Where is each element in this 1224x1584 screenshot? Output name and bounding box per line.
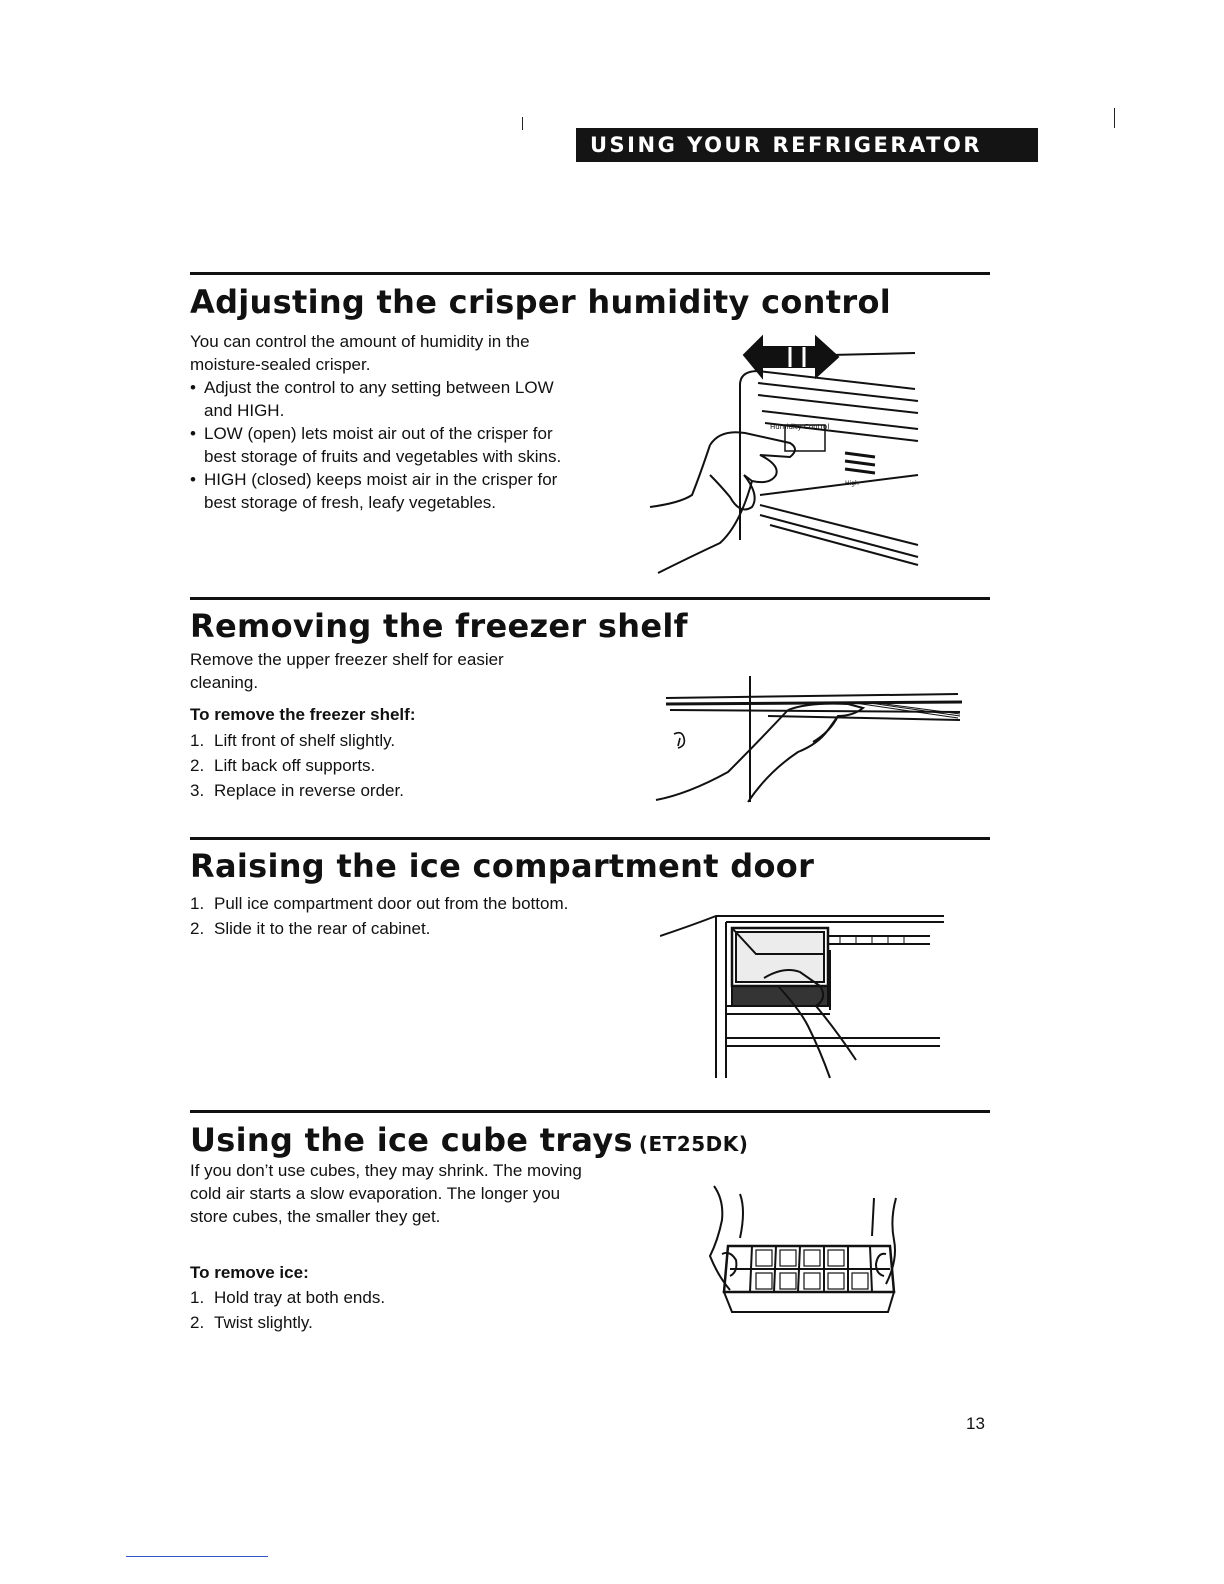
ice-trays-subhead: To remove ice:: [190, 1263, 309, 1282]
list-item: [190, 916, 570, 941]
section-title-ice-trays: [190, 1120, 748, 1164]
ice-compartment-door-illustration: [660, 910, 950, 1082]
list-item: [190, 1310, 570, 1335]
list-item: • LOW (open) lets moist air out of the crisper for best storage of fruits and vegetables with skins.: [190, 422, 580, 468]
section-rule: [190, 272, 990, 275]
ice-trays-steps: [190, 1285, 570, 1335]
freezer-shelf-subhead: To remove the freezer shelf:: [190, 705, 416, 724]
step-number: 3.: [190, 781, 205, 800]
step-text: Replace in reverse order.: [214, 781, 404, 800]
ice-cube-tray-illustration: [700, 1180, 910, 1322]
step-text: Twist slightly.: [214, 1313, 313, 1332]
list-item: [190, 753, 570, 778]
step-text: Lift front of shelf slightly.: [214, 731, 396, 750]
crisper-bullet-list: [190, 376, 580, 514]
freezer-shelf-intro: Remove the upper freezer shelf for easier cleaning.: [190, 650, 504, 692]
section-rule: [190, 837, 990, 840]
ice-trays-title-text: Using the ice cube trays: [190, 1121, 633, 1159]
list-item: [190, 891, 570, 916]
list-item: [190, 778, 570, 803]
section-title-crisper: Adjusting the crisper humidity control: [190, 283, 891, 321]
humidity-control-label: Humidity Control: [770, 423, 830, 431]
model-tag: (ET25DK): [638, 1132, 749, 1156]
step-number: 1.: [190, 1288, 205, 1307]
step-number: 1.: [190, 894, 205, 913]
section-title-ice-door: Raising the ice compartment door: [190, 847, 815, 885]
step-number: 1.: [190, 731, 205, 750]
chapter-banner: USING YOUR REFRIGERATOR: [576, 128, 1038, 162]
freezer-shelf-illustration: [648, 672, 968, 808]
step-text: Pull ice compartment door out from the bottom.: [214, 894, 569, 913]
footer-divider: [126, 1556, 268, 1557]
section-rule: [190, 1110, 990, 1113]
step-text: Slide it to the rear of cabinet.: [214, 919, 431, 938]
list-item: [190, 728, 570, 753]
freezer-shelf-steps: [190, 728, 570, 803]
scan-mark: [1114, 108, 1115, 128]
list-item: • HIGH (closed) keeps moist air in the crisper for best storage of fresh, leafy vegetables.: [190, 468, 580, 514]
crisper-intro: You can control the amount of humidity in the moisture-sealed crisper.: [190, 332, 530, 374]
step-number: 2.: [190, 756, 205, 775]
crisper-humidity-control-illustration: [640, 325, 930, 575]
list-item: [190, 1285, 570, 1310]
step-number: 2.: [190, 919, 205, 938]
section-rule: [190, 597, 990, 600]
ice-door-steps: [190, 891, 570, 941]
step-text: Hold tray at both ends.: [214, 1288, 386, 1307]
list-item: • Adjust the control to any setting between LOW and HIGH.: [190, 376, 580, 422]
section-title-freezer-shelf: Removing the freezer shelf: [190, 607, 688, 645]
page-number: 13: [966, 1414, 985, 1433]
scan-mark: [522, 117, 523, 130]
high-label: High: [845, 480, 859, 487]
step-number: 2.: [190, 1313, 205, 1332]
ice-trays-intro: If you don’t use cubes, they may shrink. The moving cold air starts a slow evaporation. The longer you store cubes, the smaller they get.: [190, 1161, 582, 1226]
step-text: Lift back off supports.: [214, 756, 376, 775]
